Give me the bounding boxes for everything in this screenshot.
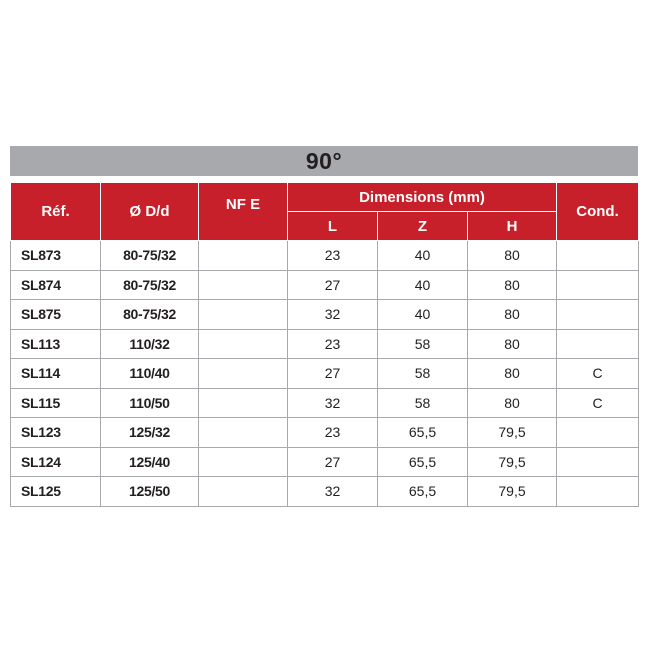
table-row xyxy=(11,477,639,507)
cell-nfe xyxy=(199,477,288,507)
specification-table xyxy=(10,182,639,507)
cell-h: 80 xyxy=(468,270,557,300)
cell-ref: SL874 xyxy=(11,270,101,300)
cell-h: 79,5 xyxy=(468,418,557,448)
cell-nfe xyxy=(199,300,288,330)
cell-z: 58 xyxy=(378,388,468,418)
cell-z: 58 xyxy=(378,359,468,389)
header-l: L xyxy=(288,212,378,241)
cell-ref: SL873 xyxy=(11,241,101,271)
cell-l: 23 xyxy=(288,329,378,359)
cell-cond xyxy=(557,270,639,300)
header-diameter: Ø D/d xyxy=(101,183,199,241)
cell-ref: SL124 xyxy=(11,447,101,477)
cell-h: 80 xyxy=(468,329,557,359)
table-row xyxy=(11,241,639,271)
cell-z: 65,5 xyxy=(378,447,468,477)
table-row xyxy=(11,270,639,300)
cell-diameter: 80-75/32 xyxy=(101,300,199,330)
cell-nfe xyxy=(199,241,288,271)
cell-diameter: 80-75/32 xyxy=(101,241,199,271)
table-row xyxy=(11,359,639,389)
cell-l: 32 xyxy=(288,388,378,418)
cell-l: 32 xyxy=(288,477,378,507)
cell-nfe xyxy=(199,418,288,448)
cell-z: 40 xyxy=(378,300,468,330)
cell-diameter: 125/40 xyxy=(101,447,199,477)
header-z: Z xyxy=(378,212,468,241)
page-title: 90° xyxy=(305,147,343,174)
cell-h: 80 xyxy=(468,388,557,418)
cell-cond xyxy=(557,300,639,330)
cell-z: 65,5 xyxy=(378,418,468,448)
header-dimensions-group: Dimensions (mm) xyxy=(288,183,557,212)
cell-ref: SL115 xyxy=(11,388,101,418)
cell-h: 80 xyxy=(468,359,557,389)
table-row xyxy=(11,388,639,418)
cell-z: 40 xyxy=(378,270,468,300)
cell-z: 65,5 xyxy=(378,477,468,507)
cell-l: 23 xyxy=(288,418,378,448)
cell-nfe xyxy=(199,388,288,418)
cell-nfe xyxy=(199,329,288,359)
cell-ref: SL113 xyxy=(11,329,101,359)
table-row xyxy=(11,300,639,330)
cell-nfe xyxy=(199,359,288,389)
title-bar xyxy=(10,146,638,176)
cell-ref: SL125 xyxy=(11,477,101,507)
cell-nfe xyxy=(199,447,288,477)
cell-h: 79,5 xyxy=(468,447,557,477)
header-cond: Cond. xyxy=(557,183,639,241)
cell-ref: SL114 xyxy=(11,359,101,389)
header-h: H xyxy=(468,212,557,241)
cell-z: 58 xyxy=(378,329,468,359)
cell-h: 80 xyxy=(468,241,557,271)
cell-ref: SL875 xyxy=(11,300,101,330)
table-row xyxy=(11,418,639,448)
cell-cond xyxy=(557,329,639,359)
cell-cond xyxy=(557,477,639,507)
table-row xyxy=(11,329,639,359)
cell-l: 23 xyxy=(288,241,378,271)
cell-cond: C xyxy=(557,359,639,389)
cell-l: 27 xyxy=(288,447,378,477)
cell-h: 79,5 xyxy=(468,477,557,507)
cell-cond xyxy=(557,418,639,448)
cell-l: 27 xyxy=(288,359,378,389)
cell-ref: SL123 xyxy=(11,418,101,448)
cell-diameter: 125/50 xyxy=(101,477,199,507)
table-row xyxy=(11,447,639,477)
cell-cond xyxy=(557,447,639,477)
cell-l: 32 xyxy=(288,300,378,330)
header-nfe: NF E xyxy=(199,183,288,241)
header-ref: Réf. xyxy=(11,183,101,241)
cell-diameter: 110/32 xyxy=(101,329,199,359)
cell-cond xyxy=(557,241,639,271)
cell-nfe xyxy=(199,270,288,300)
cell-diameter: 125/32 xyxy=(101,418,199,448)
cell-z: 40 xyxy=(378,241,468,271)
cell-diameter: 110/50 xyxy=(101,388,199,418)
header-row-1 xyxy=(11,183,639,212)
cell-l: 27 xyxy=(288,270,378,300)
cell-h: 80 xyxy=(468,300,557,330)
cell-cond: C xyxy=(557,388,639,418)
cell-diameter: 110/40 xyxy=(101,359,199,389)
cell-diameter: 80-75/32 xyxy=(101,270,199,300)
